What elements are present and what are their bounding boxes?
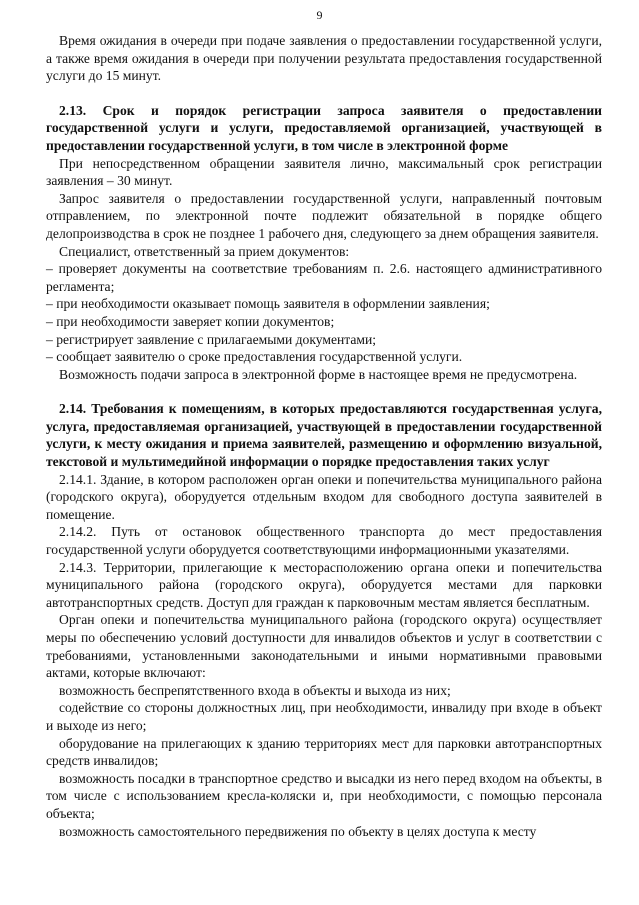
list-item: – регистрирует заявление с прилагаемыми документами; [46, 331, 377, 347]
paragraph: возможность посадки в транспортное средство и высадки из него перед входом на объекты, в том числе с использованием кресла-коляски и, при необходимости, с помощью персонала объекта; [46, 770, 602, 821]
list-item: – при необходимости заверяет копии документов; [46, 313, 335, 329]
paragraph: оборудование на прилегающих к зданию территориях мест для парковки автотранспортных средств инвалидов; [46, 735, 602, 769]
paragraph: Орган опеки и попечительства муниципального района (городского округа) осуществляет меры по обеспечению условий доступности для инвалидов объектов и услуг в соответствии с требованиями, установленными законодательными и иными нормативными правовыми актами, которые включают: [46, 612, 602, 681]
list-item: – сообщает заявителю о сроке предоставления государственной услуги. [46, 349, 463, 365]
section-heading: 2.14. Требования к помещениям, в которых предоставляются государственная услуга, услуга, предоставляемая организацией, участвующей в предоставлении государственной услуги, к месту ожидания и приема заявителей, размещению и оформлению визуальной, текстовой и мультимедийной информации о порядке предоставления таких услуг [46, 401, 602, 470]
paragraph: возможность самостоятельного передвижения по объекту в целях доступа к месту [59, 823, 537, 839]
paragraph: Возможность подачи запроса в электронной форме в настоящее время не предусмотрена. [59, 366, 578, 382]
paragraph: Запрос заявителя о предоставлении государственной услуги, направленный почтовым отправлением, по электронной почте подлежит обязательной в порядке общего делопроизводства в срок не позднее 1 рабочего дня, следующего за днем обращения заявителя. [46, 190, 602, 241]
paragraph: 2.14.3. Территории, прилегающие к месторасположению органа опеки и попечительства муниципального района (городского округа), оборудуется местами для парковки автотранспортных средств. Доступ для граждан к парковочным местам является бесплатным. [46, 559, 602, 610]
page-number: 9 [316, 8, 323, 22]
paragraph: возможность беспрепятственного входа в объекты и выхода из них; [59, 682, 451, 698]
paragraph: Специалист, ответственный за прием документов: [59, 243, 350, 259]
list-item: – при необходимости оказывает помощь заявителя в оформлении заявления; [46, 296, 490, 312]
list-item: – проверяет документы на соответствие требованиям п. 2.6. настоящего административного регламента; [46, 261, 602, 294]
paragraph: содействие со стороны должностных лиц, при необходимости, инвалиду при входе в объект и выходе из него; [46, 700, 602, 733]
page-body [46, 32, 602, 840]
section-heading: 2.13. Срок и порядок регистрации запроса заявителя о предоставлении государственной услуги и услуги, предоставляемой организацией, участвующей в предоставлении государственной услуги, в том числе в электронной форме [46, 102, 602, 153]
paragraph: Время ожидания в очереди при подаче заявления о предоставлении государственной услуги, а также время ожидания в очереди при получении результата предоставления государственной услуги до 15 минут. [46, 33, 602, 84]
paragraph: 2.14.2. Путь от остановок общественного транспорта до мест предоставления государственной услуги оборудуется соответствующими информационными указателями. [46, 524, 602, 558]
paragraph: 2.14.1. Здание, в котором расположен орган опеки и попечительства муниципального района (городского округа), оборудуется отдельным входом для свободного доступа заявителей в помещение. [46, 471, 602, 522]
paragraph: При непосредственном обращении заявителя лично, максимальный срок регистрации заявления – 30 минут. [46, 155, 602, 189]
